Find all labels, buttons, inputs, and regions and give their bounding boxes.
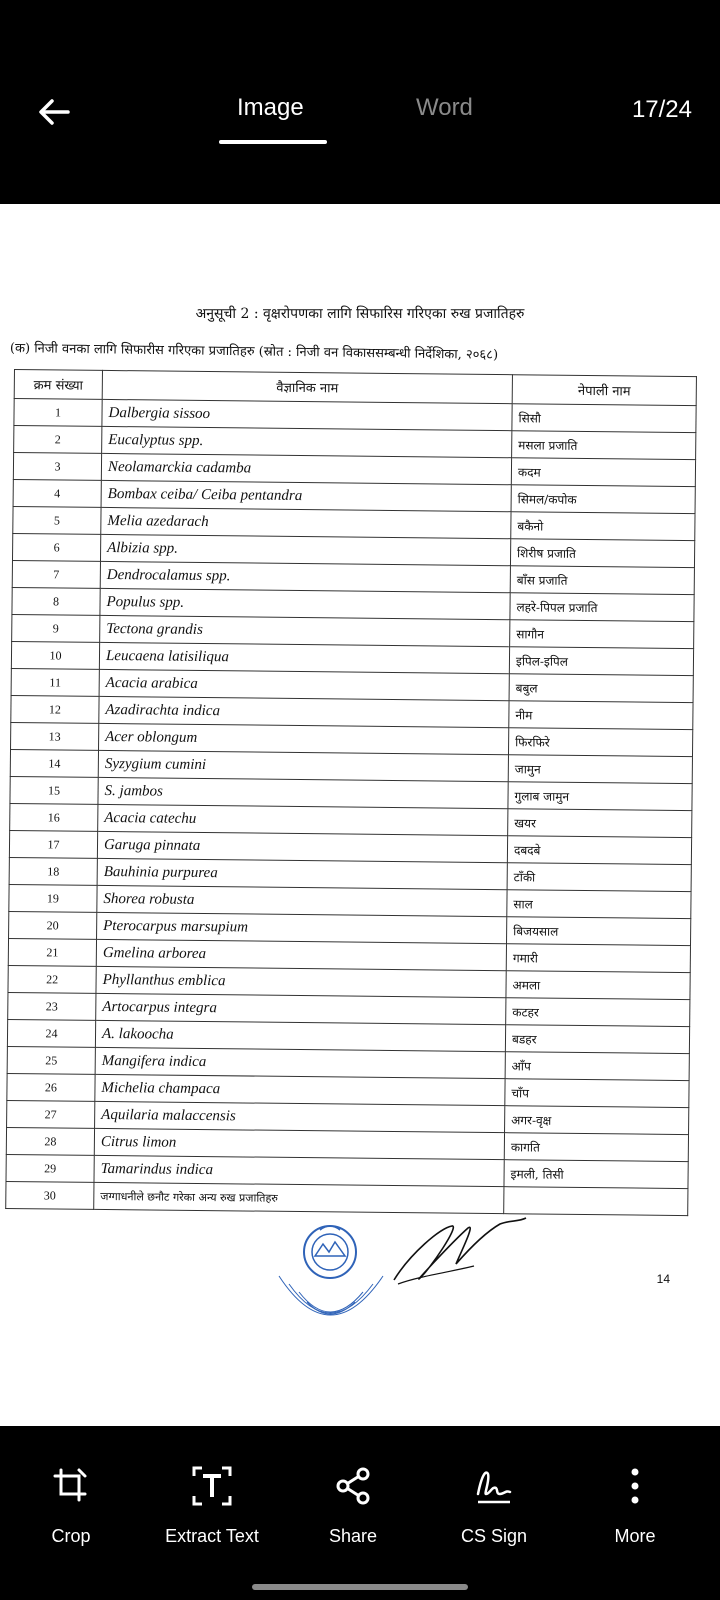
cell-nepali-name: बबुल <box>509 674 693 703</box>
page-number: 14 <box>656 1272 670 1286</box>
cell-nepali-name <box>504 1187 688 1216</box>
back-arrow-icon[interactable] <box>34 92 74 132</box>
extract-text-button[interactable] <box>157 1464 267 1547</box>
cell-serial: 22 <box>8 965 96 993</box>
cell-serial: 30 <box>6 1181 94 1209</box>
cell-serial: 4 <box>13 479 101 507</box>
cell-nepali-name: आँप <box>505 1052 689 1081</box>
cell-scientific-name: Acer oblongum <box>99 723 509 754</box>
more-vertical-icon <box>613 1464 657 1508</box>
cell-nepali-name: इपिल-इपिल <box>509 647 693 676</box>
cell-scientific-name: Mangifera indica <box>95 1047 505 1078</box>
cell-scientific-name: Shorea robusta <box>97 885 507 916</box>
cell-scientific-name: Populus spp. <box>100 588 510 619</box>
document-title: अनुसूची 2 : वृक्षरोपणका लागि सिफारिस गरिएका रुख प्रजातिहरु <box>195 306 525 322</box>
cell-scientific-name: Tectona grandis <box>100 615 510 646</box>
cell-nepali-name: लहरे-पिपल प्रजाति <box>510 593 694 622</box>
cell-serial: 13 <box>11 722 99 750</box>
extract-text-icon <box>190 1464 234 1508</box>
cell-scientific-name: Leucaena latisiliqua <box>99 642 509 673</box>
cell-serial: 2 <box>14 426 102 454</box>
cell-scientific-name: Michelia champaca <box>95 1074 505 1105</box>
cell-serial: 7 <box>12 560 100 588</box>
cell-serial: 6 <box>12 533 100 561</box>
cell-scientific-name: Bauhinia purpurea <box>97 858 507 889</box>
cell-serial: 1 <box>14 399 102 427</box>
bottom-toolbar <box>0 1426 720 1600</box>
more-button[interactable] <box>580 1464 690 1547</box>
cell-scientific-name: जग्गाधनीले छनौट गरेका अन्य रुख प्रजातिहरु <box>94 1182 504 1213</box>
extract-text-label: Extract Text <box>165 1526 259 1546</box>
cell-nepali-name: सिसौ <box>512 404 696 433</box>
cell-serial: 14 <box>10 749 98 777</box>
cell-serial: 15 <box>10 776 98 804</box>
cell-serial: 12 <box>11 695 99 723</box>
cell-nepali-name: बडहर <box>505 1025 689 1054</box>
cell-nepali-name: चाँप <box>505 1079 689 1108</box>
active-tab-indicator <box>219 140 327 144</box>
cell-serial: 10 <box>11 641 99 669</box>
cell-nepali-name: नीम <box>509 701 693 730</box>
species-table-container <box>5 369 696 1216</box>
document-subtitle: (क) निजी वनका लागि सिफारीस गरिएका प्रजातिहरु (स्रोत : निजी वन विकाससम्बन्धी निर्देशिका, २०६८) <box>9 341 499 363</box>
crop-button[interactable] <box>16 1464 126 1547</box>
cell-nepali-name: कदम <box>511 458 695 487</box>
cell-scientific-name: Dalbergia sissoo <box>102 399 512 430</box>
cell-nepali-name: सिमल/कपोक <box>511 485 695 514</box>
cell-serial: 21 <box>8 938 96 966</box>
cell-serial: 24 <box>7 1019 95 1047</box>
tab-word[interactable]: Word <box>416 94 473 121</box>
cell-serial: 23 <box>8 992 96 1020</box>
cell-nepali-name: इमली, तिसी <box>504 1160 688 1189</box>
cell-scientific-name: Pterocarpus marsupium <box>97 912 507 943</box>
handwritten-signature <box>390 1214 530 1294</box>
share-label: Share <box>328 1526 378 1546</box>
cell-serial: 8 <box>12 587 100 615</box>
cell-serial: 18 <box>9 857 97 885</box>
column-header-scientific-name: वैज्ञानिक नाम <box>102 370 512 403</box>
cell-serial: 26 <box>7 1073 95 1101</box>
cell-nepali-name: बाँस प्रजाति <box>510 566 694 595</box>
column-header-serial: क्रम संख्या <box>14 370 102 400</box>
cell-scientific-name: Azadirachta indica <box>99 696 509 727</box>
column-header-nepali-name: नेपाली नाम <box>512 375 696 406</box>
cell-nepali-name: सागौन <box>510 620 694 649</box>
cell-nepali-name: कागति <box>504 1133 688 1162</box>
cell-serial: 16 <box>10 803 98 831</box>
cell-scientific-name: Eucalyptus spp. <box>102 426 512 457</box>
signature-icon <box>472 1464 516 1508</box>
cell-nepali-name: जामुन <box>508 755 692 784</box>
cell-scientific-name: Acacia arabica <box>99 669 509 700</box>
cell-scientific-name: Bombax ceiba/ Ceiba pentandra <box>101 480 511 511</box>
cell-serial: 25 <box>7 1046 95 1074</box>
cell-nepali-name: बकैनो <box>511 512 695 541</box>
cell-nepali-name: मसला प्रजाति <box>512 431 696 460</box>
cell-serial: 29 <box>6 1154 94 1182</box>
share-button[interactable] <box>298 1464 408 1547</box>
crop-label: Crop <box>51 1526 91 1546</box>
cell-serial: 5 <box>13 506 101 534</box>
cell-nepali-name: बिजयसाल <box>507 917 691 946</box>
cell-scientific-name: Albizia spp. <box>100 534 510 565</box>
cell-serial: 17 <box>9 830 97 858</box>
cell-nepali-name: दबदबे <box>507 836 691 865</box>
cell-scientific-name: Gmelina arborea <box>96 939 506 970</box>
cell-scientific-name: Tamarindus indica <box>94 1155 504 1186</box>
top-bar <box>0 0 720 204</box>
cell-nepali-name: फिरफिरे <box>508 728 692 757</box>
cell-nepali-name: टाँकी <box>507 863 691 892</box>
table-row <box>6 1181 688 1215</box>
cell-nepali-name: अगर-वृक्ष <box>505 1106 689 1135</box>
cell-scientific-name: Citrus limon <box>94 1128 504 1159</box>
cell-scientific-name: Neolamarckia cadamba <box>101 453 511 484</box>
crop-icon <box>49 1464 93 1508</box>
cell-nepali-name: गुलाब जामुन <box>508 782 692 811</box>
cell-scientific-name: Aquilaria malaccensis <box>95 1101 505 1132</box>
cell-serial: 20 <box>9 911 97 939</box>
cell-nepali-name: गमारी <box>506 944 690 973</box>
tab-image[interactable]: Image <box>237 94 304 121</box>
cell-scientific-name: Artocarpus integra <box>96 993 506 1024</box>
government-seal-stamp <box>265 1214 395 1364</box>
cell-nepali-name: खयर <box>508 809 692 838</box>
home-indicator[interactable] <box>252 1584 468 1590</box>
cell-nepali-name: अमला <box>506 971 690 1000</box>
cs-sign-button[interactable] <box>439 1464 549 1547</box>
cell-scientific-name: Acacia catechu <box>98 804 508 835</box>
cell-scientific-name: Dendrocalamus spp. <box>100 561 510 592</box>
document-page[interactable] <box>0 204 720 1426</box>
cell-scientific-name: Phyllanthus emblica <box>96 966 506 997</box>
cell-scientific-name: A. lakoocha <box>95 1020 505 1051</box>
cell-scientific-name: Syzygium cumini <box>98 750 508 781</box>
cell-serial: 28 <box>6 1127 94 1155</box>
cs-sign-label: CS Sign <box>460 1526 528 1546</box>
cell-scientific-name: Melia azedarach <box>101 507 511 538</box>
cell-nepali-name: साल <box>507 890 691 919</box>
cell-serial: 9 <box>12 614 100 642</box>
cell-nepali-name: कटहर <box>506 998 690 1027</box>
cell-serial: 11 <box>11 668 99 696</box>
cell-serial: 27 <box>7 1100 95 1128</box>
cell-nepali-name: शिरीष प्रजाति <box>510 539 694 568</box>
share-icon <box>331 1464 375 1508</box>
cell-scientific-name: S. jambos <box>98 777 508 808</box>
cell-serial: 19 <box>9 884 97 912</box>
more-label: More <box>614 1526 656 1546</box>
cell-serial: 3 <box>13 453 101 481</box>
cell-scientific-name: Garuga pinnata <box>97 831 507 862</box>
page-counter: 17/24 <box>631 96 692 123</box>
species-table <box>5 369 697 1216</box>
